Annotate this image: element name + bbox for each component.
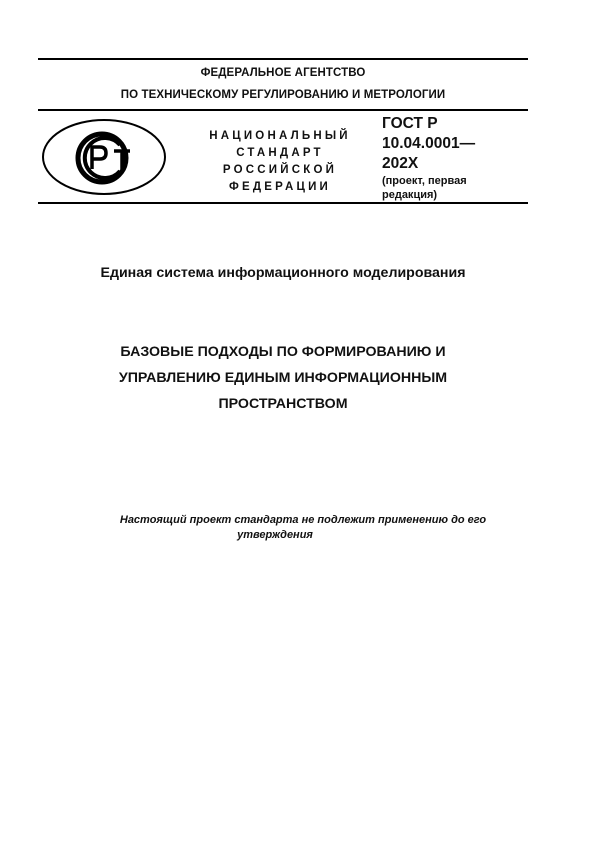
agency-name-line2: ПО ТЕХНИЧЕСКОМУ РЕГУЛИРОВАНИЮ И МЕТРОЛОГИИ	[120, 89, 446, 101]
document-title-line2: УПРАВЛЕНИЮ ЕДИНЫМ ИНФОРМАЦИОННЫМ	[118, 370, 448, 386]
standard-code-line3: 202Х	[382, 155, 419, 172]
standard-code-line1: ГОСТ Р	[382, 115, 438, 132]
series-title: Единая система информационного моделирования	[100, 265, 466, 281]
rst-logo-icon	[40, 117, 168, 197]
draft-notice-line2: утверждения	[237, 529, 313, 541]
standard-type-line1: НАЦИОНАЛЬНЫЙ	[209, 130, 351, 142]
draft-notice-line1: Настоящий проект стандарта не подлежит применению до его	[119, 514, 487, 526]
standard-type-line2: СТАНДАРТ	[236, 147, 324, 159]
document-title-line1: БАЗОВЫЕ ПОДХОДЫ ПО ФОРМИРОВАНИЮ И	[120, 344, 446, 360]
standard-type-line4: ФЕДЕРАЦИИ	[228, 181, 332, 193]
header-divider-rule	[38, 109, 528, 111]
document-title-line3: ПРОСТРАНСТВОМ	[218, 396, 348, 412]
draft-status-line2: редакция)	[382, 189, 438, 201]
bottom-header-rule	[38, 202, 528, 204]
top-rule	[38, 58, 528, 60]
standard-code-line2: 10.04.0001—	[382, 135, 476, 152]
standard-type-line3: РОССИЙСКОЙ	[222, 164, 338, 176]
agency-name-line1: ФЕДЕРАЛЬНОЕ АГЕНТСТВО	[200, 67, 366, 79]
draft-status-line1: (проект, первая	[382, 175, 467, 187]
